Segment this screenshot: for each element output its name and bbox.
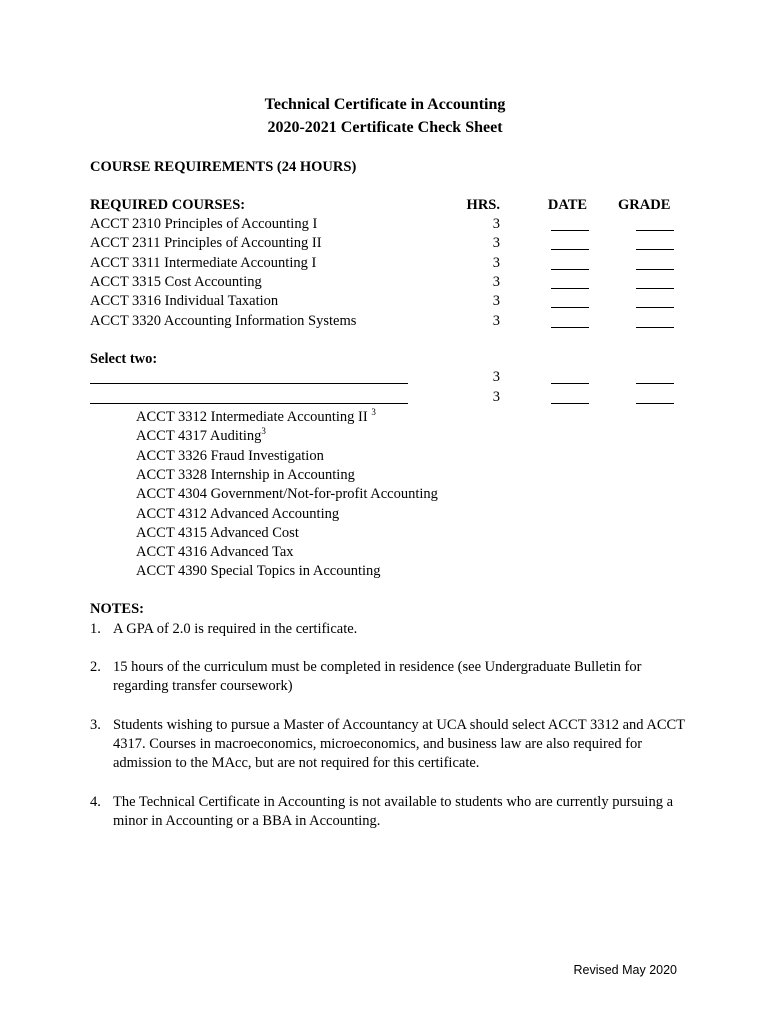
column-header-grade: GRADE bbox=[618, 197, 671, 213]
note-number: 2. bbox=[90, 659, 101, 675]
required-course-hours: 3 bbox=[492, 274, 500, 290]
elective-course-blank[interactable] bbox=[90, 403, 408, 404]
note-text: The Technical Certificate in Accounting is not available to students who are currently pursuing a minor in Accounting or a BBA in Accounting. bbox=[113, 794, 674, 829]
elective-option-name: ACCT 3328 Internship in Accounting bbox=[136, 467, 355, 483]
grade-blank-field[interactable] bbox=[636, 230, 674, 231]
note-number: 4. bbox=[90, 794, 101, 810]
elective-option bbox=[136, 447, 324, 466]
revision-date: Revised May 2020 bbox=[573, 963, 677, 977]
column-header-hrs: HRS. bbox=[466, 197, 500, 213]
note-number: 3. bbox=[90, 717, 101, 733]
date-blank-field[interactable] bbox=[551, 249, 589, 250]
note-item bbox=[90, 620, 690, 639]
elective-course-hours: 3 bbox=[492, 389, 500, 405]
note-item bbox=[90, 793, 690, 831]
required-course-hours: 3 bbox=[492, 293, 500, 309]
elective-option bbox=[136, 562, 381, 581]
elective-option bbox=[136, 427, 266, 446]
date-blank-field[interactable] bbox=[551, 327, 589, 328]
elective-option-name: ACCT 4390 Special Topics in Accounting bbox=[136, 563, 381, 579]
required-course-name: ACCT 2311 Principles of Accounting II bbox=[90, 235, 322, 251]
elective-option bbox=[136, 408, 376, 427]
required-course-name: ACCT 2310 Principles of Accounting I bbox=[90, 216, 318, 232]
date-blank-field[interactable] bbox=[551, 403, 589, 404]
note-text: 15 hours of the curriculum must be completed in residence (see Undergraduate Bulletin for regarding transfer coursework) bbox=[113, 659, 642, 694]
date-blank-field[interactable] bbox=[551, 307, 589, 308]
elective-option bbox=[136, 485, 438, 504]
elective-option-name: ACCT 4304 Government/Not-for-profit Accounting bbox=[136, 486, 438, 502]
grade-blank-field[interactable] bbox=[636, 288, 674, 289]
grade-blank-field[interactable] bbox=[636, 249, 674, 250]
note-number: 1. bbox=[90, 621, 101, 637]
date-blank-field[interactable] bbox=[551, 383, 589, 384]
notes-heading: NOTES: bbox=[90, 601, 144, 617]
note-item bbox=[90, 658, 690, 696]
grade-blank-field[interactable] bbox=[636, 327, 674, 328]
elective-option-name: ACCT 3312 Intermediate Accounting II bbox=[136, 409, 372, 425]
required-course-hours: 3 bbox=[492, 235, 500, 251]
date-blank-field[interactable] bbox=[551, 269, 589, 270]
footnote-marker: 3 bbox=[371, 407, 376, 418]
page-subtitle: 2020-2021 Certificate Check Sheet bbox=[267, 119, 503, 136]
required-course-hours: 3 bbox=[492, 216, 500, 232]
grade-blank-field[interactable] bbox=[636, 403, 674, 404]
elective-option-name: ACCT 4315 Advanced Cost bbox=[136, 525, 299, 541]
elective-option-name: ACCT 4316 Advanced Tax bbox=[136, 544, 294, 560]
elective-option-name: ACCT 3326 Fraud Investigation bbox=[136, 448, 324, 464]
note-text: A GPA of 2.0 is required in the certificate. bbox=[113, 621, 358, 637]
grade-blank-field[interactable] bbox=[636, 383, 674, 384]
required-course-hours: 3 bbox=[492, 313, 500, 329]
note-item bbox=[90, 716, 690, 773]
elective-option-name: ACCT 4312 Advanced Accounting bbox=[136, 506, 340, 522]
date-blank-field[interactable] bbox=[551, 288, 589, 289]
date-blank-field[interactable] bbox=[551, 230, 589, 231]
elective-course-blank[interactable] bbox=[90, 383, 408, 384]
required-course-name: ACCT 3315 Cost Accounting bbox=[90, 274, 262, 290]
page-title: Technical Certificate in Accounting bbox=[264, 96, 506, 113]
required-course-name: ACCT 3320 Accounting Information Systems bbox=[90, 313, 357, 329]
elective-option bbox=[136, 524, 299, 543]
required-courses-heading: REQUIRED COURSES: bbox=[90, 197, 246, 213]
grade-blank-field[interactable] bbox=[636, 269, 674, 270]
required-course-hours: 3 bbox=[492, 255, 500, 271]
note-text: Students wishing to pursue a Master of Accountancy at UCA should select ACCT 3312 and ACCT 4317. Courses in macroeconomics, microeconomics, and business law are also required for admission to the MAcc, but are not required for this certificate. bbox=[113, 717, 685, 771]
elective-course-hours: 3 bbox=[492, 369, 500, 385]
select-two-heading: Select two: bbox=[90, 351, 158, 367]
column-header-date: DATE bbox=[547, 197, 588, 213]
required-course-name: ACCT 3316 Individual Taxation bbox=[90, 293, 279, 309]
elective-option bbox=[136, 543, 294, 562]
elective-option-name: ACCT 4317 Auditing bbox=[136, 428, 262, 444]
required-course-name: ACCT 3311 Intermediate Accounting I bbox=[90, 255, 317, 271]
elective-option bbox=[136, 505, 339, 524]
elective-option bbox=[136, 466, 355, 485]
grade-blank-field[interactable] bbox=[636, 307, 674, 308]
requirements-heading: COURSE REQUIREMENTS (24 HOURS) bbox=[90, 159, 357, 175]
footnote-marker: 3 bbox=[261, 426, 266, 437]
